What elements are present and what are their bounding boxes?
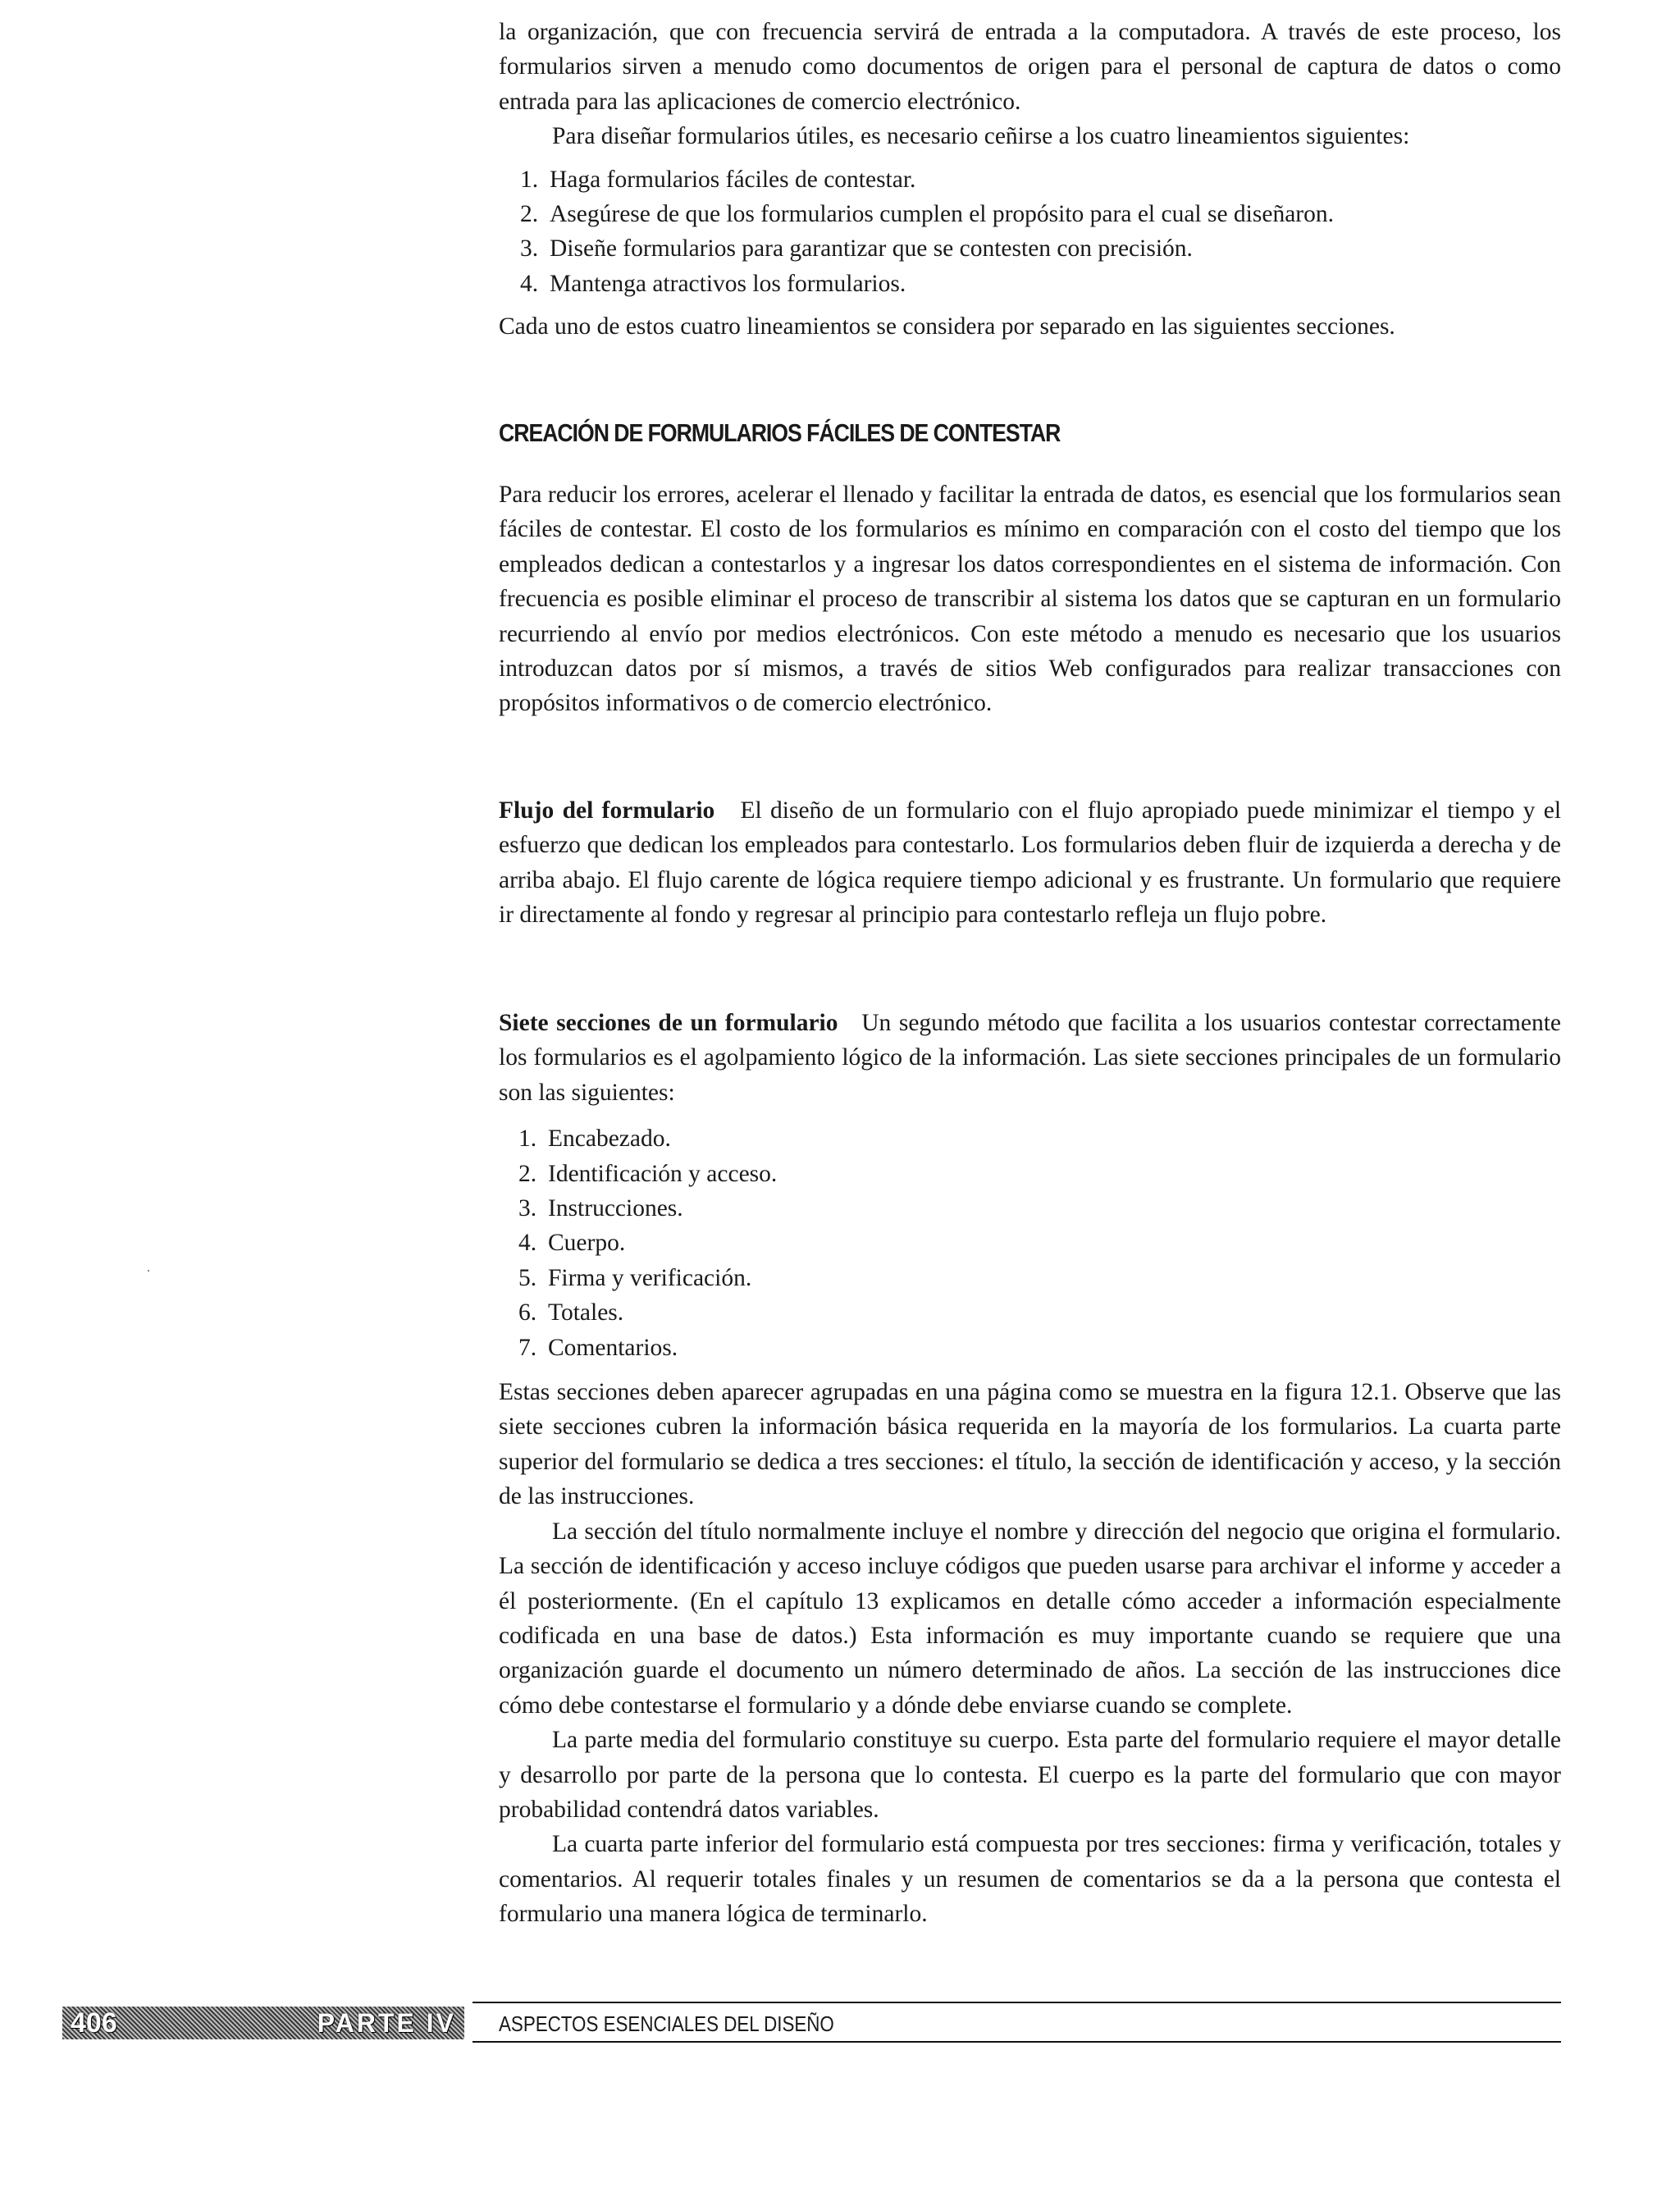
seven-sections-block (499, 1006, 1561, 1932)
guidelines-list (520, 162, 1561, 302)
body-paragraph: Siete secciones de un formulario Un segundo método que facilita a los usuarios contestar correctamente los formularios es el agolpamiento lógico de la información. Las siete secciones principales de un formulario son las siguientes: (499, 1010, 1562, 1106)
section-heading: CREACIÓN DE FORMULARIOS FÁCILES DE CONTESTAR (499, 418, 1061, 447)
list-item: 2. Identificación y acceso. (518, 1160, 778, 1187)
list-item: 5. Firma y verificación. (518, 1264, 752, 1291)
list-item: 6. Totales. (518, 1299, 624, 1326)
body-paragraph: Para reducir los errores, acelerar el llenado y facilitar la entrada de datos, es esencial que los formularios sean fáciles de contestar. El costo de los formularios es mínimo en comparación con el costo del tiempo que los empleados dedican a contestarlos y a ingresar los datos correspondientes en el sistema de información. Con frecuencia es posible eliminar el proceso de transcribir al sistema los datos que se capturan en un formulario recurriendo al envío por medios electrónicos. Con este método a menudo es necesario que los usuarios introduzcan datos por sí mismos, a través de sitios Web configurados para realizar transacciones con propósitos informativos o de comercio electrónico. (499, 482, 1561, 717)
page-number: 406 (71, 2007, 117, 2039)
guidelines-lead: Para diseñar formularios útiles, es necesario ceñirse a los cuatro lineamientos siguientes: (552, 123, 1410, 150)
body-paragraph: Flujo del formulario El diseño de un formulario con el flujo apropiado puede minimizar el tiempo y el esfuerzo que dedican los empleados para contestarlo. Los formularios deben fluir de izquierda a derecha y de arriba abajo. El flujo carente de lógica requiere tiempo adicional y es frustrante. Un formulario que requiere ir directamente al fondo y regresar al principio para contestarlo refleja un flujo pobre. (499, 797, 1562, 929)
intro-paragraph: la organización, que con frecuencia servirá de entrada a la computadora. A través de este proceso, los formularios sirven a menudo como documentos de origen para el personal de captura de datos o como entrada para las aplicaciones de comercio electrónico. (499, 19, 1561, 115)
list-item: 1. Encabezado. (518, 1126, 671, 1153)
run-in-heading: Siete secciones de un formulario (499, 1010, 838, 1036)
body-paragraph: La parte media del formulario constituye su cuerpo. Esta parte del formulario requiere el mayor detalle y desarrollo por parte de la persona que lo contesta. El cuerpo es la parte del formulario que con mayor probabilidad contendrá datos variables. (499, 1727, 1561, 1823)
list-item: 2. Asegúrese de que los formularios cumplen el propósito para el cual se diseñaron. (520, 201, 1334, 228)
guidelines-summary: Cada uno de estos cuatro lineamientos se considera por separado en las siguientes secciones. (499, 313, 1395, 340)
footer-band (62, 2007, 464, 2039)
running-footer-title: ASPECTOS ESENCIALES DEL DISEÑO (499, 2011, 834, 2036)
body-paragraph: Estas secciones deben aparecer agrupadas en una página como se muestra en la figura 12.1. Observe que las siete secciones cubren la información básica requerida en la mayoría de los formularios. La cuarta parte superior del formulario se dedica a tres secciones: el título, la sección de identificación y acceso, y la sección de las instrucciones. (499, 1379, 1561, 1510)
list-item: 1. Haga formularios fáciles de contestar. (520, 166, 916, 193)
section-intro (499, 477, 1561, 721)
footer-top-rule (472, 2002, 1561, 2003)
sections-list (518, 1121, 1561, 1365)
part-label: PARTE IV (317, 2008, 456, 2038)
list-item: 7. Comentarios. (518, 1334, 678, 1361)
body-paragraph: La sección del título normalmente incluye el nombre y dirección del negocio que origina el formulario. La sección de identificación y acceso incluye códigos que pueden usarse para archivar el informe y acceder a él posteriormente. (En el capítulo 13 explicamos en detalle cómo acceder a información especialmente codificada en una base de datos.) Esta información es muy importante cuando se requiere que una organización guarde el documento un número determinado de años. La sección de las instrucciones dice cómo debe contestarse el formulario y a dónde debe enviarse cuando se complete. (499, 1518, 1561, 1719)
list-item: 3. Diseñe formularios para garantizar que se contesten con precisión. (520, 235, 1193, 263)
footer-bottom-rule (472, 2041, 1561, 2043)
flow-block (499, 793, 1561, 933)
list-item: 4. Mantenga atractivos los formularios. (520, 270, 906, 297)
body-paragraph: La cuarta parte inferior del formulario está compuesta por tres secciones: firma y verificación, totales y comentarios. Al requerir totales finales y un resumen de comentarios se da a la persona que contesta el formulario una manera lógica de terminarlo. (499, 1831, 1561, 1928)
run-in-heading: Flujo del formulario (499, 797, 715, 824)
list-item: 4. Cuerpo. (518, 1230, 626, 1257)
list-item: 3. Instrucciones. (518, 1195, 683, 1222)
intro-block (499, 15, 1561, 345)
scan-speck (148, 1270, 149, 1272)
